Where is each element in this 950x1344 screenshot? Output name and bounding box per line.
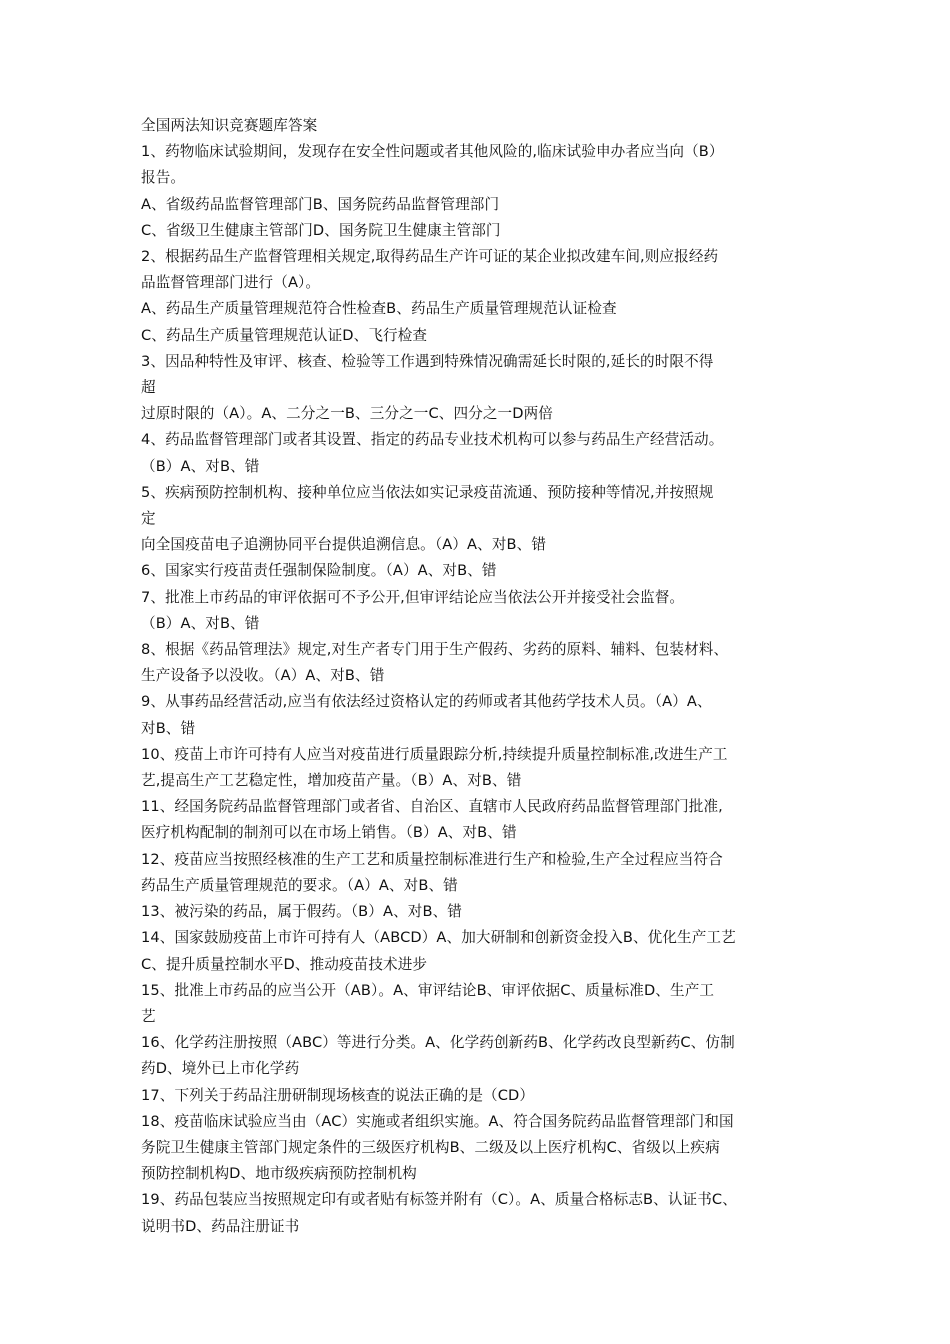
text-line: 8、根据《药品管理法》规定,对生产者专门用于生产假药、劣药的原料、辅料、包装材料、 bbox=[141, 641, 729, 659]
text-line: （B）A、对B、错 bbox=[141, 457, 260, 475]
text-line: 4、药品监督管理部门或者其设置、指定的药品专业技术机构可以参与药品生产经营活动。 bbox=[141, 431, 724, 449]
text-line: 5、疾病预防控制机构、接种单位应当依法如实记录疫苗流通、预防接种等情况,并按照规 bbox=[141, 483, 714, 501]
text-line: 艺 bbox=[141, 1007, 156, 1025]
text-line: 6、国家实行疫苗责任强制保险制度。（A）A、对B、错 bbox=[141, 562, 497, 580]
text-line: 11、经国务院药品监督管理部门或者省、自治区、直辖市人民政府药品监督管理部门批准, bbox=[141, 798, 723, 816]
text-line: 18、疫苗临床试验应当由（AC）实施或者组织实施。A、符合国务院药品监督管理部门和国 bbox=[141, 1112, 734, 1130]
text-line: 报告。 bbox=[141, 169, 186, 187]
text-line: 13、被污染的药品，属于假药。（B）A、对B、错 bbox=[141, 903, 462, 921]
text-line: C、省级卫生健康主管部门D、国务院卫生健康主管部门 bbox=[141, 221, 501, 239]
text-line: 品监督管理部门进行（A）。 bbox=[141, 274, 321, 292]
text-line: 生产设备予以没收。（A）A、对B、错 bbox=[141, 667, 385, 685]
text-line: 9、从事药品经营活动,应当有依法经过资格认定的药师或者其他药学技术人员。（A）A、 bbox=[141, 693, 712, 711]
text-line: 3、因品种特性及审评、核查、检验等工作遇到特殊情况确需延长时限的,延长的时限不得 bbox=[141, 352, 714, 370]
text-line: C、药品生产质量管理规范认证D、飞行检查 bbox=[141, 326, 428, 344]
question-list bbox=[141, 139, 831, 1240]
text-line: 艺,提高生产工艺稳定性，增加疫苗产量。（B）A、对B、错 bbox=[141, 772, 522, 790]
text-line: A、省级药品监督管理部门B、国务院药品监督管理部门 bbox=[141, 195, 500, 213]
text-line: 10、疫苗上市许可持有人应当对疫苗进行质量跟踪分析,持续提升质量控制标准,改进生产工 bbox=[141, 745, 728, 763]
document-title: 全国两法知识竞赛题库答案 bbox=[141, 117, 318, 134]
text-line: 向全国疫苗电子追溯协同平台提供追溯信息。（A）A、对B、错 bbox=[141, 536, 547, 554]
text-line: 定 bbox=[141, 510, 156, 528]
text-line: C、提升质量控制水平D、推动疫苗技术进步 bbox=[141, 955, 428, 973]
text-line: 过原时限的（A）。A、二分之一B、三分之一C、四分之一D两倍 bbox=[141, 405, 553, 423]
text-line: 1、药物临床试验期间，发现存在安全性问题或者其他风险的,临床试验申办者应当向（B） bbox=[141, 143, 724, 161]
text-line: 预防控制机构D、地市级疾病预防控制机构 bbox=[141, 1165, 417, 1183]
document-body bbox=[141, 113, 831, 1240]
text-line: 药D、境外已上市化学药 bbox=[141, 1060, 300, 1078]
text-line: 17、下列关于药品注册研制现场核查的说法正确的是（CD） bbox=[141, 1086, 535, 1104]
text-line: 超 bbox=[141, 379, 156, 397]
text-line: 说明书D、药品注册证书 bbox=[141, 1217, 300, 1235]
text-line: 对B、错 bbox=[141, 719, 196, 737]
text-line: 16、化学药注册按照（ABC）等进行分类。A、化学药创新药B、化学药改良型新药C、仿制 bbox=[141, 1034, 735, 1052]
text-line: 药品生产质量管理规范的要求。（A）A、对B、错 bbox=[141, 876, 458, 894]
text-line: （B）A、对B、错 bbox=[141, 614, 260, 632]
text-line: 医疗机构配制的制剂可以在市场上销售。（B）A、对B、错 bbox=[141, 824, 517, 842]
text-line: 14、国家鼓励疫苗上市许可持有人（ABCD）A、加大研制和创新资金投入B、优化生产工艺 bbox=[141, 929, 736, 947]
text-line: A、药品生产质量管理规范符合性检查B、药品生产质量管理规范认证检查 bbox=[141, 300, 617, 318]
text-line: 务院卫生健康主管部门规定条件的三级医疗机构B、二级及以上医疗机构C、省级以上疾病 bbox=[141, 1138, 720, 1156]
text-line: 12、疫苗应当按照经核准的生产工艺和质量控制标准进行生产和检验,生产全过程应当符合 bbox=[141, 850, 723, 868]
text-line: 7、批准上市药品的审评依据可不予公开,但审评结论应当依法公开并接受社会监督。 bbox=[141, 588, 685, 606]
text-line: 2、根据药品生产监督管理相关规定,取得药品生产许可证的某企业拟改建车间,则应报经药 bbox=[141, 248, 719, 266]
text-line: 15、批准上市药品的应当公开（AB）。A、审评结论B、审评依据C、质量标准D、生产工 bbox=[141, 981, 715, 999]
text-line: 19、药品包装应当按照规定印有或者贴有标签并附有（C）。A、质量合格标志B、认证书C、 bbox=[141, 1191, 737, 1209]
